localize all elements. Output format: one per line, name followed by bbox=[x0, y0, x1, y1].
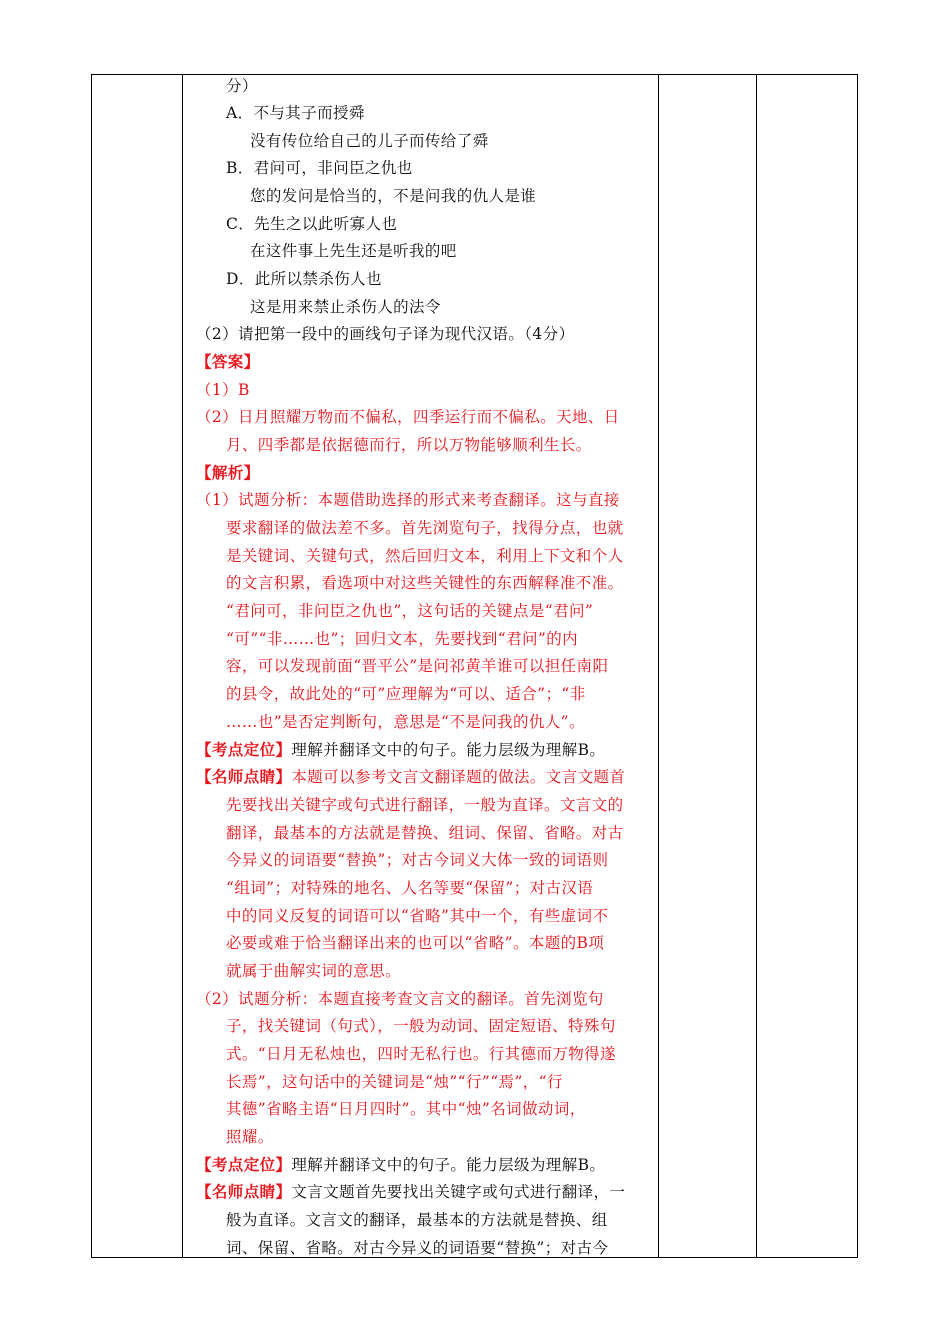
mingshi-1-line: 中的同义反复的词语可以“省略”其中一个，有些虚词不 bbox=[226, 907, 609, 925]
kaodian-1-tag: 【考点定位】 bbox=[196, 740, 292, 759]
option-d: D．此所以禁杀伤人也 bbox=[226, 270, 382, 288]
option-c-translation: 在这件事上先生还是听我的吧 bbox=[250, 242, 457, 260]
analysis-p1-line: “可”“非……也”；回归文本，先要找到“君问”的内 bbox=[226, 630, 579, 648]
analysis-p1-line: 的县令，故此处的“可”应理解为“可以、适合”；“非 bbox=[226, 685, 586, 703]
option-b: B．君问可，非问臣之仇也 bbox=[226, 159, 413, 177]
mingshi-1-line: 先要找出关键字或句式进行翻译，一般为直译。文言文的 bbox=[226, 796, 624, 814]
mingshi-1-line: 必要或难于恰当翻译出来的也可以“省略”。本题的B项 bbox=[226, 934, 605, 952]
mingshi-2-first: 文言文题首先要找出关键字或句式进行翻译，一 bbox=[291, 1183, 626, 1201]
analysis-p2-line: 子，找关键词（句式），一般为动词、固定短语、特殊句 bbox=[226, 1017, 616, 1035]
option-d-translation: 这是用来禁止杀伤人的法令 bbox=[250, 298, 441, 316]
kaodian-2 bbox=[196, 1155, 605, 1175]
analysis-p2-line: （2）试题分析：本题直接考查文言文的翻译。首先浏览句 bbox=[196, 990, 604, 1008]
answer-2-line1: （2）日月照耀万物而不偏私，四季运行而不偏私。天地、日 bbox=[196, 408, 620, 426]
answer-heading: 【答案】 bbox=[196, 352, 260, 371]
mingshi-1 bbox=[196, 767, 625, 787]
mingshi-1-line: 翻译，最基本的方法就是替换、组词、保留、省略。对古 bbox=[226, 824, 624, 842]
analysis-p2-line: 长焉”，这句话中的关键词是“烛”“行”“焉”，“行 bbox=[226, 1073, 563, 1091]
mingshi-2 bbox=[196, 1182, 625, 1202]
question-2: （2）请把第一段中的画线句子译为现代汉语。（4分） bbox=[196, 325, 575, 343]
mingshi-1-line: “组词”；对特殊的地名、人名等要“保留”；对古汉语 bbox=[226, 879, 594, 897]
kaodian-2-text: 理解并翻译文中的句子。能力层级为理解B。 bbox=[291, 1156, 606, 1174]
answer-2-line2: 月、四季都是依据德而行，所以万物能够顺利生长。 bbox=[226, 436, 592, 454]
analysis-p2-line: 其德”省略主语“日月四时”。其中“烛”名词做动词， bbox=[226, 1100, 586, 1118]
analysis-p1-line: 的文言积累，看选项中对这些关键性的东西解释准不准。 bbox=[226, 574, 624, 592]
kaodian-1 bbox=[196, 740, 605, 760]
mingshi-2-tag: 【名师点睛】 bbox=[196, 1182, 292, 1201]
mingshi-1-line: 今异义的词语要“替换”；对古今词义大体一致的词语则 bbox=[226, 851, 609, 869]
analysis-p2-line: 式。“日月无私烛也，四时无私行也。行其德而万物得遂 bbox=[226, 1045, 616, 1063]
analysis-p2-line: 照耀。 bbox=[226, 1128, 274, 1146]
column-divider-3 bbox=[756, 75, 757, 1257]
column-divider-2 bbox=[658, 75, 659, 1257]
column-divider-1 bbox=[182, 75, 183, 1257]
option-c: C．先生之以此听寡人也 bbox=[226, 215, 398, 233]
option-a: A．不与其子而授舜 bbox=[226, 104, 365, 122]
option-b-translation: 您的发问是恰当的，不是问我的仇人是谁 bbox=[250, 187, 537, 205]
kaodian-1-text: 理解并翻译文中的句子。能力层级为理解B。 bbox=[291, 741, 606, 759]
mingshi-1-line: 就属于曲解实词的意思。 bbox=[226, 962, 401, 980]
analysis-p1-line: 容，可以发现前面“晋平公”是问祁黄羊谁可以担任南阳 bbox=[226, 657, 609, 675]
score-tail: 分） bbox=[226, 77, 258, 95]
analysis-heading: 【解析】 bbox=[196, 463, 260, 482]
mingshi-2-line: 词、保留、省略。对古今异义的词语要“替换”；对古今 bbox=[226, 1239, 609, 1257]
analysis-p1-line: ……也”是否定判断句，意思是“不是问我的仇人”。 bbox=[226, 713, 585, 731]
analysis-p1-line: 是关键词、关键句式，然后回归文本，利用上下文和个人 bbox=[226, 547, 624, 565]
mingshi-1-first: 本题可以参考文言文翻译题的做法。文言文题首 bbox=[291, 768, 626, 786]
analysis-p1-line: “君问可，非问臣之仇也”，这句话的关键点是“君问” bbox=[226, 602, 594, 620]
analysis-p1-line: （1）试题分析：本题借助选择的形式来考查翻译。这与直接 bbox=[196, 491, 620, 509]
kaodian-2-tag: 【考点定位】 bbox=[196, 1155, 292, 1174]
mingshi-2-line: 般为直译。文言文的翻译，最基本的方法就是替换、组 bbox=[226, 1211, 608, 1229]
mingshi-1-tag: 【名师点睛】 bbox=[196, 767, 292, 786]
option-a-translation: 没有传位给自己的儿子而传给了舜 bbox=[250, 132, 489, 150]
answer-1: （1）B bbox=[196, 381, 250, 399]
analysis-p1-line: 要求翻译的做法差不多。首先浏览句子，找得分点，也就 bbox=[226, 519, 624, 537]
